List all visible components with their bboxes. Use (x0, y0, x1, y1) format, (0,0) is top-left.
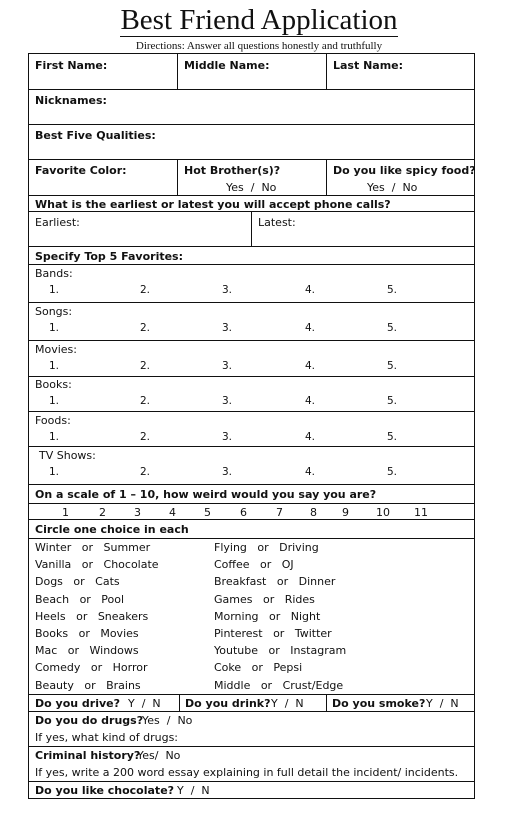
favorite-slot-number: 3. (222, 466, 233, 478)
favorite-slot-number: 1. (49, 284, 60, 296)
criminal-history-question: Criminal history? (35, 749, 141, 762)
favorite-slot-number: 5. (387, 322, 398, 334)
choice-pair-left[interactable]: Beauty or Brains (35, 678, 141, 692)
spicy-food-label: Do you like spicy food? (333, 164, 476, 177)
favorite-category-label: Foods: (35, 414, 71, 427)
favorite-slot-number: 3. (222, 360, 233, 372)
scale-option[interactable]: 11 (414, 506, 428, 519)
choice-pair-left[interactable]: Comedy or Horror (35, 661, 148, 675)
scale-option[interactable]: 10 (376, 506, 390, 519)
choice-pair-left[interactable]: Dogs or Cats (35, 575, 120, 589)
choice-pair-right[interactable]: Coffee or OJ (214, 558, 294, 572)
favorite-slot-number: 4. (305, 395, 316, 407)
choice-pair-left[interactable]: Mac or Windows (35, 644, 139, 658)
choice-pair-left[interactable]: Heels or Sneakers (35, 609, 149, 623)
favorite-slot-number: 4. (305, 431, 316, 443)
drink-yes-no[interactable]: Y / N (271, 697, 304, 710)
scale-option[interactable]: 4 (169, 506, 176, 519)
favorite-slot-number: 3. (222, 431, 233, 443)
qualities-label: Best Five Qualities: (35, 129, 156, 142)
hot-brother-label: Hot Brother(s)? (184, 164, 281, 177)
drugs-question: Do you do drugs? (35, 714, 144, 727)
favorite-slot-number: 2. (140, 395, 151, 407)
weird-scale-question: On a scale of 1 – 10, how weird would you say you are? (35, 488, 377, 501)
choice-pair-right[interactable]: Middle or Crust/Edge (214, 678, 344, 692)
choice-pair-left[interactable]: Winter or Summer (35, 541, 151, 554)
choice-pair-left[interactable]: Vanilla or Chocolate (35, 558, 159, 572)
choice-pair-left[interactable]: Beach or Pool (35, 592, 125, 606)
drive-question: Do you drive? (35, 697, 120, 710)
favorite-slot-number: 1. (49, 395, 60, 407)
favorite-category-label: Movies: (35, 343, 77, 356)
favorite-slot-number: 4. (305, 466, 316, 478)
criminal-yes-no[interactable]: Yes/ No (137, 749, 181, 762)
favorite-slot-number: 3. (222, 322, 233, 334)
favorite-category-label: Books: (35, 378, 72, 391)
scale-option[interactable]: 3 (134, 506, 141, 519)
favorite-slot-number: 1. (49, 431, 60, 443)
choice-pair-right[interactable]: Flying or Driving (214, 541, 319, 554)
scale-option[interactable]: 1 (62, 506, 69, 519)
favorite-slot-number: 1. (49, 466, 60, 478)
scale-option[interactable]: 8 (310, 506, 317, 519)
favorite-slot-number: 2. (140, 360, 151, 372)
favorite-category-label: Songs: (35, 305, 73, 318)
nicknames-label: Nicknames: (35, 94, 107, 107)
choice-pair-right[interactable]: Coke or Pepsi (214, 661, 303, 675)
drink-question: Do you drink? (185, 697, 271, 710)
hot-brother-yes-no[interactable]: Yes / No (226, 181, 277, 194)
favorite-category-label: TV Shows: (39, 449, 96, 462)
choice-pair-right[interactable]: Morning or Night (214, 609, 321, 623)
choice-pair-left[interactable]: Books or Movies (35, 627, 139, 640)
directions-text: Directions: Answer all questions honestly and truthfully (135, 40, 383, 52)
favorite-slot-number: 2. (140, 284, 151, 296)
favorite-slot-number: 5. (387, 431, 398, 443)
middle-name-label: Middle Name: (184, 59, 270, 72)
last-name-label: Last Name: (333, 59, 404, 72)
latest-label: Latest: (258, 216, 296, 229)
scale-option[interactable]: 2 (99, 506, 106, 519)
choice-pair-right[interactable]: Breakfast or Dinner (214, 575, 336, 589)
favorite-slot-number: 4. (305, 284, 316, 296)
phone-calls-question: What is the earliest or latest you will accept phone calls? (35, 198, 391, 211)
favorite-slot-number: 4. (305, 360, 316, 372)
first-name-label: First Name: (35, 59, 108, 72)
form-title: Best Friend Application (120, 4, 398, 36)
favorite-slot-number: 2. (140, 431, 151, 443)
favorites-heading: Specify Top 5 Favorites: (35, 250, 184, 263)
favorite-slot-number: 3. (222, 284, 233, 296)
choice-pair-right[interactable]: Pinterest or Twitter (214, 627, 332, 640)
favorite-slot-number: 1. (49, 360, 60, 372)
scale-option[interactable]: 6 (240, 506, 247, 519)
smoke-question: Do you smoke? (332, 697, 426, 710)
scale-option[interactable]: 9 (342, 506, 349, 519)
favorite-slot-number: 4. (305, 322, 316, 334)
favorite-category-label: Bands: (35, 267, 73, 280)
drugs-yes-no[interactable]: Yes / No (142, 714, 193, 727)
favorite-slot-number: 3. (222, 395, 233, 407)
favorite-slot-number: 5. (387, 360, 398, 372)
chocolate-question: Do you like chocolate? (35, 784, 175, 797)
criminal-followup: If yes, write a 200 word essay explaining in full detail the incident/ incidents. (35, 766, 459, 779)
favorite-color-label: Favorite Color: (35, 164, 127, 177)
favorite-slot-number: 5. (387, 466, 398, 478)
drive-yes-no[interactable]: Y / N (128, 697, 161, 710)
choice-pair-right[interactable]: Youtube or Instagram (214, 644, 347, 658)
favorite-slot-number: 5. (387, 284, 398, 296)
favorite-slot-number: 1. (49, 322, 60, 334)
chocolate-yes-no[interactable]: Y / N (177, 784, 210, 797)
scale-option[interactable]: 5 (204, 506, 211, 519)
drugs-followup: If yes, what kind of drugs: (35, 731, 179, 744)
smoke-yes-no[interactable]: Y / N (426, 697, 459, 710)
application-form (28, 53, 475, 799)
choice-pair-right[interactable]: Games or Rides (214, 592, 315, 606)
earliest-label: Earliest: (35, 216, 80, 229)
choices-heading: Circle one choice in each (35, 523, 189, 536)
scale-option[interactable]: 7 (276, 506, 283, 519)
favorite-slot-number: 2. (140, 466, 151, 478)
favorite-slot-number: 5. (387, 395, 398, 407)
spicy-food-yes-no[interactable]: Yes / No (367, 181, 418, 194)
favorite-slot-number: 2. (140, 322, 151, 334)
